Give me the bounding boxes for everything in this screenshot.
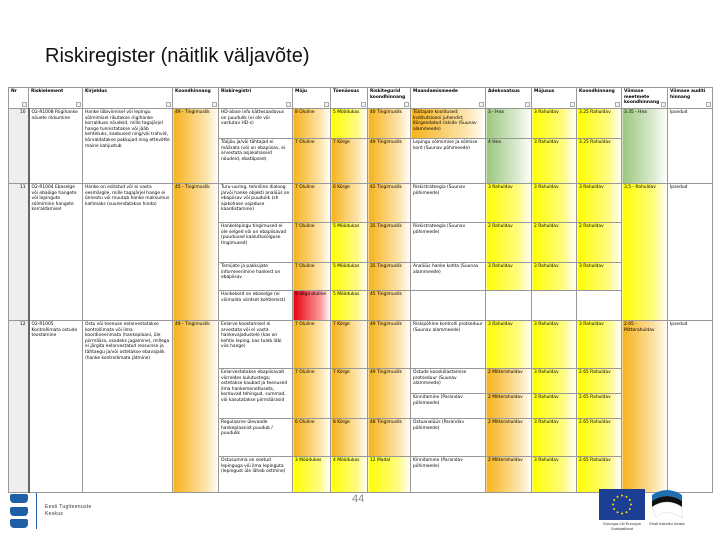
control-score-cell[interactable]: 3 Rahuldav xyxy=(577,184,622,223)
mitigation-cell[interactable]: Riskistrateegia (Suunav põhimeede) xyxy=(411,184,486,223)
risk-factor-cell[interactable]: 35 Tingimuslik xyxy=(368,263,411,291)
filter-dropdown-button[interactable] xyxy=(361,102,366,107)
effectiveness-cell[interactable]: 3 Rahuldav xyxy=(532,419,577,457)
effectiveness-cell[interactable]: 3 Rahuldav xyxy=(532,109,577,139)
adequacy-cell[interactable]: 2 Mitterahuldav xyxy=(486,394,532,419)
likelihood-cell[interactable]: 4 Mõõdukas xyxy=(331,457,368,493)
last-score-cell[interactable]: 3.35 - Hea xyxy=(622,109,668,184)
adequacy-cell[interactable]: 3 Rahuldav xyxy=(486,263,532,291)
coat-of-arms-icon xyxy=(10,494,28,528)
ministry-logo xyxy=(10,493,105,529)
column-header-label: Adekvaatsus xyxy=(488,89,520,94)
risk-element-cell[interactable]: O2-R1005 Kontrollimata ostude teostamine xyxy=(29,321,83,493)
description-cell[interactable]: Ostu või teenuse eelarvestatakse kontrollimata või ilma koordineerimata (hankeplaani, üle piirmäära, osadeks jagamine), millega ei järgita eelarvestatud ressursse ja tähtaegu ja/või ostetakse ebavajalik (hanke kontrollimata jätmine) xyxy=(83,321,173,493)
effectiveness-cell[interactable]: 3 Rahuldav xyxy=(532,457,577,493)
mitigation-cell[interactable]: Lepingu sõlmimise ja sõlmise kord (Suunav põhimeede) xyxy=(411,139,486,184)
mitigation-cell[interactable]: Analüüs hanke kohta (Suunav alammeede) xyxy=(411,263,486,291)
column-header xyxy=(9,88,29,109)
adequacy-cell[interactable] xyxy=(486,291,532,321)
column-header xyxy=(368,88,411,109)
risk-cell[interactable]: HD-alase info kättesaadavus on puudulik (ei ole või vastutav HD-s) xyxy=(219,109,293,139)
impact-cell[interactable]: 6 Oluline xyxy=(293,419,331,457)
column-header-label: Koondhinnang xyxy=(579,89,615,94)
risk-factor-cell[interactable]: 40 Tingimuslik xyxy=(368,109,411,139)
eu-flag-icon xyxy=(599,489,645,520)
last-score-cell[interactable]: 2.65 - Mitterahuldav xyxy=(622,321,668,493)
impact-cell[interactable]: 3 Mõõdukas xyxy=(293,457,331,493)
column-header xyxy=(486,88,532,109)
column-header xyxy=(219,88,293,109)
column-header-label: Nr xyxy=(11,89,17,94)
adequacy-cell[interactable]: 4 Hea xyxy=(486,139,532,184)
filter-dropdown-button[interactable] xyxy=(661,102,666,107)
row-number-cell[interactable]: 12 xyxy=(9,321,29,493)
control-score-cell[interactable]: 3.25 Rahuldav xyxy=(577,139,622,184)
column-header-label: Viimase auditi hinnang xyxy=(670,89,706,100)
table-row xyxy=(9,321,713,369)
column-header xyxy=(577,88,622,109)
slide-title: Riskiregister (näitlik väljavõte) xyxy=(45,45,310,67)
impact-cell[interactable]: 8 Oluline xyxy=(293,109,331,139)
risk-cell[interactable]: Hankekord on ebaselge (ei võimalda võrdset kohtlemist) xyxy=(219,291,293,321)
table-row xyxy=(9,184,713,223)
control-score-cell[interactable]: 2.65 Rahuldav xyxy=(577,419,622,457)
risk-register-table xyxy=(8,87,713,493)
control-score-cell[interactable]: 2 Rahuldav xyxy=(577,223,622,263)
column-header xyxy=(622,88,668,109)
risk-cell[interactable]: Regulaarne ülevaade hankeplaanist puudub / puudulik xyxy=(219,419,293,457)
likelihood-cell[interactable]: 8 Kõrge xyxy=(331,419,368,457)
risk-cell[interactable]: Hankelepingu tingimused ei ole selged või on ebapiisavad (puuduvad kaalutlusõiguse tingimused) xyxy=(219,223,293,263)
effectiveness-cell[interactable]: 3 Rahuldav xyxy=(532,263,577,291)
effectiveness-cell[interactable]: 3 Rahuldav xyxy=(532,184,577,223)
risk-cell[interactable]: Eelarvestatakse ebapiisavalt võrreldes kulutustega; ostetakse kaubad ja teenused ilma hankemenetluseta, korduvad tehingud, summad, või kasutatakse piirmäärasid xyxy=(219,369,293,419)
column-header-label: Riskitegurid koondhinnang xyxy=(370,89,406,100)
adequacy-cell[interactable]: 3 Rahuldav xyxy=(486,184,532,223)
risk-factor-cell[interactable]: 42 Tingimuslik xyxy=(368,184,411,223)
filter-dropdown-button[interactable] xyxy=(706,102,711,107)
effectiveness-cell[interactable] xyxy=(532,291,577,321)
eu-caption: Euroopa Liit Euroopa Sotsiaalfond xyxy=(603,521,641,531)
likelihood-cell[interactable]: 5 Mõõdukas xyxy=(331,223,368,263)
likelihood-cell[interactable]: 5 Mõõdukas xyxy=(331,109,368,139)
column-header xyxy=(331,88,368,109)
filter-dropdown-button[interactable] xyxy=(570,102,575,107)
mitigation-cell[interactable]: Ostuanalüüs (Parandav põhimeede) xyxy=(411,419,486,457)
mitigation-cell[interactable]: Ostude kooskõlastamise protseduur (Suunav alammeede) xyxy=(411,369,486,394)
filter-dropdown-button[interactable] xyxy=(404,102,409,107)
impact-cell[interactable]: 7 Oluline xyxy=(293,263,331,291)
column-header-label: Mõju xyxy=(295,89,308,94)
column-header xyxy=(532,88,577,109)
impact-cell[interactable]: 7 Oluline xyxy=(293,184,331,223)
mitigation-cell[interactable]: Töötajate koolitused; Institutsiooni juhendid; Kõrgendatud riskide (Suunav alammeede) xyxy=(411,109,486,139)
column-header-label: Riskiregistri xyxy=(221,89,252,94)
impact-cell[interactable]: 7 Oluline xyxy=(293,223,331,263)
filter-dropdown-button[interactable] xyxy=(324,102,329,107)
description-cell[interactable]: Hanke läbiviimisel või lepingu sõlmimisel rikutakse riigihanke korralduse nõudeid, mille tagajärjel hange tunnistatakse või jääb kehtetuks, kaebused ning/või trahvid, kõrvaldatakse pakkujad ning ettevõtte maine kahjustub xyxy=(83,109,173,184)
adequacy-cell[interactable]: 2 Mitterahuldav xyxy=(486,419,532,457)
column-header xyxy=(29,88,83,109)
filter-dropdown-button[interactable] xyxy=(212,102,217,107)
risk-factor-cell[interactable]: 49 Tingimuslik xyxy=(368,139,411,184)
last-score-cell[interactable]: 3,5 - Rahuldav xyxy=(622,184,668,321)
filter-dropdown-button[interactable] xyxy=(479,102,484,107)
risk-factor-cell[interactable]: 48 Tingimuslik xyxy=(368,419,411,457)
adequacy-cell[interactable]: 3 - Hea xyxy=(486,109,532,139)
page-number: 44 xyxy=(352,493,365,505)
estonia-flag-logo-icon xyxy=(650,487,684,520)
mitigation-cell[interactable]: Riskipõhine kontrolli protseduur (Suunav alammeede) xyxy=(411,321,486,369)
control-score-cell[interactable]: 2.65 Rahuldav xyxy=(577,369,622,394)
table-row xyxy=(9,109,713,139)
adequacy-cell[interactable]: 2 Rahuldav xyxy=(486,223,532,263)
likelihood-cell[interactable]: 7 Kõrge xyxy=(331,321,368,369)
logo-text: Eesti Tugiteenuste Keskus xyxy=(45,504,92,517)
control-score-cell[interactable]: 2.65 Rahuldav xyxy=(577,457,622,493)
risk-cell[interactable]: Turu-uuring, tehniline dialoog ja/või hanke objekti analüüs on ebapiisav või puudulik (sh ajakohase vajaduse kaardistamine) xyxy=(219,184,293,223)
adequacy-cell[interactable]: 2 Mitterahuldav xyxy=(486,369,532,394)
likelihood-cell[interactable]: 5 Mõõdukas xyxy=(331,263,368,291)
column-header-label: Riskielement xyxy=(31,89,64,94)
risk-cell[interactable]: Tööjõu ja/või tähtajad ei määrata (või on ebapiisav, ei arvestata asjakohaseid nõudeid, ebatäpsed) xyxy=(219,139,293,184)
column-header xyxy=(668,88,713,109)
mitigation-cell[interactable]: Riskistrateegia (Suunav põhimeede) xyxy=(411,223,486,263)
control-score-cell[interactable] xyxy=(577,291,622,321)
likelihood-cell[interactable]: 5 Mõõdukas xyxy=(331,291,368,321)
column-header xyxy=(83,88,173,109)
row-number-cell[interactable]: 11 xyxy=(9,184,29,321)
impact-cell[interactable]: 7 Oluline xyxy=(293,321,331,369)
effectiveness-cell[interactable]: 3 Rahuldav xyxy=(532,394,577,419)
mitigation-cell[interactable]: Kinnitamine (Parandav põhimeede) xyxy=(411,394,486,419)
risk-factor-cell[interactable]: 45 Tingimuslik xyxy=(368,291,411,321)
column-header-label: Tõenäosus xyxy=(333,89,360,94)
control-score-cell[interactable]: 3 Rahuldav xyxy=(577,321,622,369)
column-header xyxy=(293,88,331,109)
control-score-cell[interactable]: 3.25 Rahuldav xyxy=(577,109,622,139)
description-cell[interactable]: Hanke on esitatud või ei vasta eesmärgile, mille tagajärjel hange ei õnnestu või muutub hanke maksumus kallimaks (suurendatakse hinda) xyxy=(83,184,173,321)
risk-factor-cell[interactable]: 35 Tingimuslik xyxy=(368,223,411,263)
column-header xyxy=(173,88,219,109)
filter-dropdown-button[interactable] xyxy=(76,102,81,107)
filter-dropdown-button[interactable] xyxy=(615,102,620,107)
overall-score-cell[interactable]: 49 - Tingimuslik xyxy=(173,109,219,184)
row-number-cell[interactable]: 10 xyxy=(9,109,29,184)
impact-cell[interactable]: 9 Väga oluline xyxy=(293,291,331,321)
risk-factor-cell[interactable]: 49 Tingimuslik xyxy=(368,369,411,419)
effectiveness-cell[interactable]: 3 Rahuldav xyxy=(532,369,577,394)
column-header-label: Maandamismeede xyxy=(413,89,458,94)
filter-dropdown-button[interactable] xyxy=(525,102,530,107)
column-header-label: Mõjusus xyxy=(534,89,555,94)
column-header-label: Koondhinnang xyxy=(175,89,211,94)
adequacy-cell[interactable]: 2 Mitterahuldav xyxy=(486,457,532,493)
risk-cell[interactable]: Ostusumma on seotud lepinguga või ilma lepinguta (lepingust üle läheb ostmine) xyxy=(219,457,293,493)
column-header-label: Viimase meetmete koondhinnang xyxy=(624,89,660,106)
filter-dropdown-button[interactable] xyxy=(22,102,27,107)
risk-cell[interactable]: Tarnijate ja pakkujate informeerimine hankest on ebapiisav xyxy=(219,263,293,291)
risk-element-cell[interactable]: O2-R1004 Ebaselge või ebaõige hangete või lepingute sõlmimine hangete korraldamisel xyxy=(29,184,83,321)
effectiveness-cell[interactable]: 3 Rahuldav xyxy=(532,321,577,369)
mitigation-cell[interactable] xyxy=(411,291,486,321)
column-header-label: Kirjeldus xyxy=(85,89,107,94)
impact-cell[interactable]: 7 Oluline xyxy=(293,139,331,184)
risk-element-cell[interactable]: O2-R1008 Riigihanke nõuete rikkumine xyxy=(29,109,83,184)
audit-cell[interactable]: Ipsedud xyxy=(668,184,713,321)
ee-caption: Eesti tuleviku heaks xyxy=(649,521,685,526)
effectiveness-cell[interactable]: 2 Rahuldav xyxy=(532,223,577,263)
risk-cell[interactable]: Eelarve koostamisel ei arvestata või ei vasta hankevajadustele (kas on kehtiv leping, kas tuleb läbi viia hange) xyxy=(219,321,293,369)
overall-score-cell[interactable]: 49 - Tingimuslik xyxy=(173,321,219,493)
risk-factor-cell[interactable]: 49 Tingimuslik xyxy=(368,321,411,369)
risk-factor-cell[interactable]: 12 Madal xyxy=(368,457,411,493)
audit-cell[interactable]: Ipsedud xyxy=(668,109,713,184)
impact-cell[interactable]: 7 Oluline xyxy=(293,369,331,419)
mitigation-cell[interactable]: Kinnitamine (Parandav põhimeede) xyxy=(411,457,486,493)
control-score-cell[interactable]: 3 Rahuldav xyxy=(577,263,622,291)
effectiveness-cell[interactable]: 3 Rahuldav xyxy=(532,139,577,184)
header-row xyxy=(9,88,713,109)
control-score-cell[interactable]: 2.65 Rahuldav xyxy=(577,394,622,419)
filter-dropdown-button[interactable] xyxy=(166,102,171,107)
audit-cell[interactable]: Ipsedud xyxy=(668,321,713,493)
likelihood-cell[interactable]: 6 Kõrge xyxy=(331,184,368,223)
likelihood-cell[interactable]: 7 Kõrge xyxy=(331,139,368,184)
likelihood-cell[interactable]: 7 Kõrge xyxy=(331,369,368,419)
filter-dropdown-button[interactable] xyxy=(286,102,291,107)
adequacy-cell[interactable]: 3 Rahuldav xyxy=(486,321,532,369)
overall-score-cell[interactable]: 45 - Tingimuslik xyxy=(173,184,219,321)
column-header xyxy=(411,88,486,109)
